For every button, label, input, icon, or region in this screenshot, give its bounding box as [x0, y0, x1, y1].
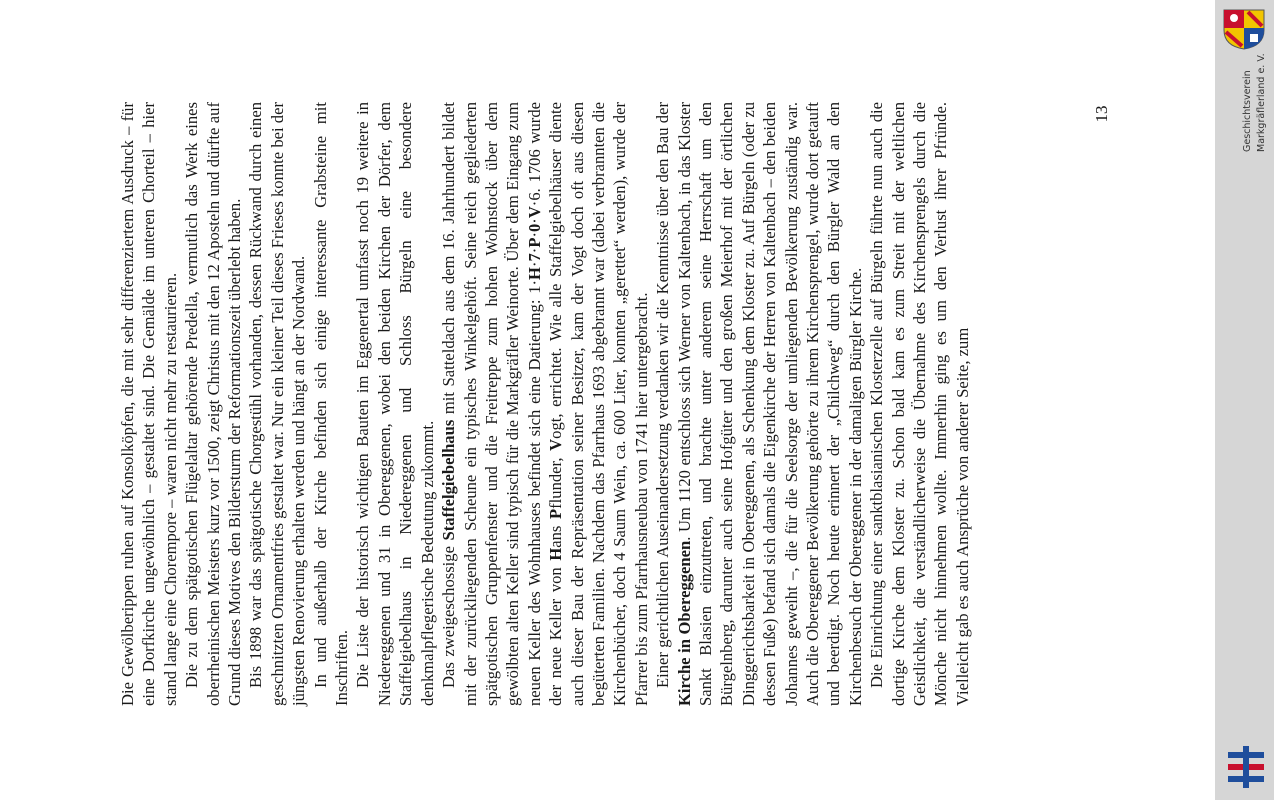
paragraph: Bis 1898 war das spätgotische Chorgestühl vorhanden, dessen Rückwand durch einen geschnitzten Ornamentfries gestaltet war. Nur ein kleiner Teil dieses Frieses konnte bei der jüngsten Renovierung erhalten werden und hängt an der Nordwand.: [246, 102, 309, 706]
ub-freiburg-logo-icon: [1226, 744, 1266, 792]
paragraph: In und außerhalb der Kirche befinden sich einige interessante Grabsteine mit Inschriften.: [310, 102, 352, 706]
coat-of-arms-icon: [1222, 8, 1266, 50]
paragraph: Die Gewölberippen ruhen auf Konsolköpfen, die mit sehr differenziertem Ausdruck – für eine Dorfkirche ungewöhnlich – gestaltet sind. Die Gemälde im unteren Chorteil – hier stand lange eine Chorempore – waren nicht mehr zu restaurieren.: [118, 102, 180, 706]
paragraph: Einer gerichtlichen Auseinandersetzung verdanken wir die Kenntnisse über den Bau der Kirche in Obereggenen. Um 1120 entschloss sich Werner von Kaltenbach, in das Kloster Sankt Blasien einzutreten, und brachte unter anderem seine Herrschaft um den Bürgelnberg, darunter auch seine Hofgüter und den großen Meierhof mit der örtlichen Dinggerichtsbarkeit in Obereggenen, als Schenkung dem Kloster zu. Auf Bürgeln (oder zu dessen Fuße) befand sich damals die Eigenkirche der Herren von Kaltenbach – den beiden Johannes geweiht –, die für die Seelsorge der umliegenden Bevölkerung zuständig war. Auch die Obereggener Bevölkerung gehörte zu ihrem Kirchensprengel, wurde dort getauft und beerdigt. Noch heute erinnert der „Chilchweg“ durch den Bürgler Wald an den Kirchenbesuch der Obereggener in der damaligen Bürgler Kirche.: [653, 101, 865, 706]
paragraph: Die Einrichtung einer sanktblasianischen Klosterzelle auf Bürgeln führte nun auch die dortige Kirche dem Kloster zu. Schon bald kam es zum Streit mit der weltlichen Geistlichkeit, die verständlicherweise die Übernahme des Kirchensprengels durch die Mönche nicht hinnehmen wollte. Immerhin ging es um den Verlust ihrer Pfründe. Vielleicht gab es auch Ansprüche von anderer Seite, zum: [867, 102, 972, 706]
paragraph: Die Liste der historisch wichtigen Bauten im Eggenertal umfasst noch 19 weitere in Niedereggenen und 31 in Obereggenen, wobei den beiden Kirchen der Dörfer, dem Staffelgiebelhaus in Niedereggenen und Schloss Bürgeln eine besondere denkmalpflegerische Bedeutung zukommt.: [353, 102, 437, 706]
page-number: 13: [1092, 105, 1111, 123]
paragraph: Die zu dem spätgotischen Flügelaltar gehörende Predella, vermutlich das Werk eines oberrheinischen Meisters kurz vor 1500, zeigt Christus mit den 12 Aposteln und dürfte auf Grund dieses Motives den Bildersturm der Reformationszeit überlebt haben.: [182, 102, 245, 706]
org-name-line1: Geschichtsverein: [1242, 70, 1253, 152]
page-text: [117, 102, 1072, 706]
paragraph: Das zweigeschossige Staffelgiebelhaus mit Satteldach aus dem 16. Jahrhundert bildet mit der zurückliegenden Scheune ein typisches Winkelgehöft. Seine reich gegliederten spätgotischen Gruppenfenster und die Freitreppe zum hohen Wohnstock über dem gewölbten alten Keller sind typisch für die Markgräfler Weinorte. Über dem Eingang zum neuen Keller des Wohnhauses befindet sich eine Datierung: 1·H·7·P·0·V·6. 1706 wurde der neue Keller von Hans Pflunder, Vogt, errichtet. Wie alle Staffelgiebelhäuser diente auch dieser Bau der Repräsentation seiner Besitzer, kam der Vogt doch oft aus diesen begüterten Familien. Nachdem das Pfarrhaus 1693 abgebrannt war (dabei verbrannten die Kirchenbücher, doch 4 Saum Wein, ca. 600 Liter, konnten „gerettet“ werden), wurde der Pfarrer bis zum Pfarrhausneubau von 1741 hier untergebracht.: [439, 102, 651, 706]
org-name-line2: Markgräflerland e. V.: [1256, 53, 1267, 152]
